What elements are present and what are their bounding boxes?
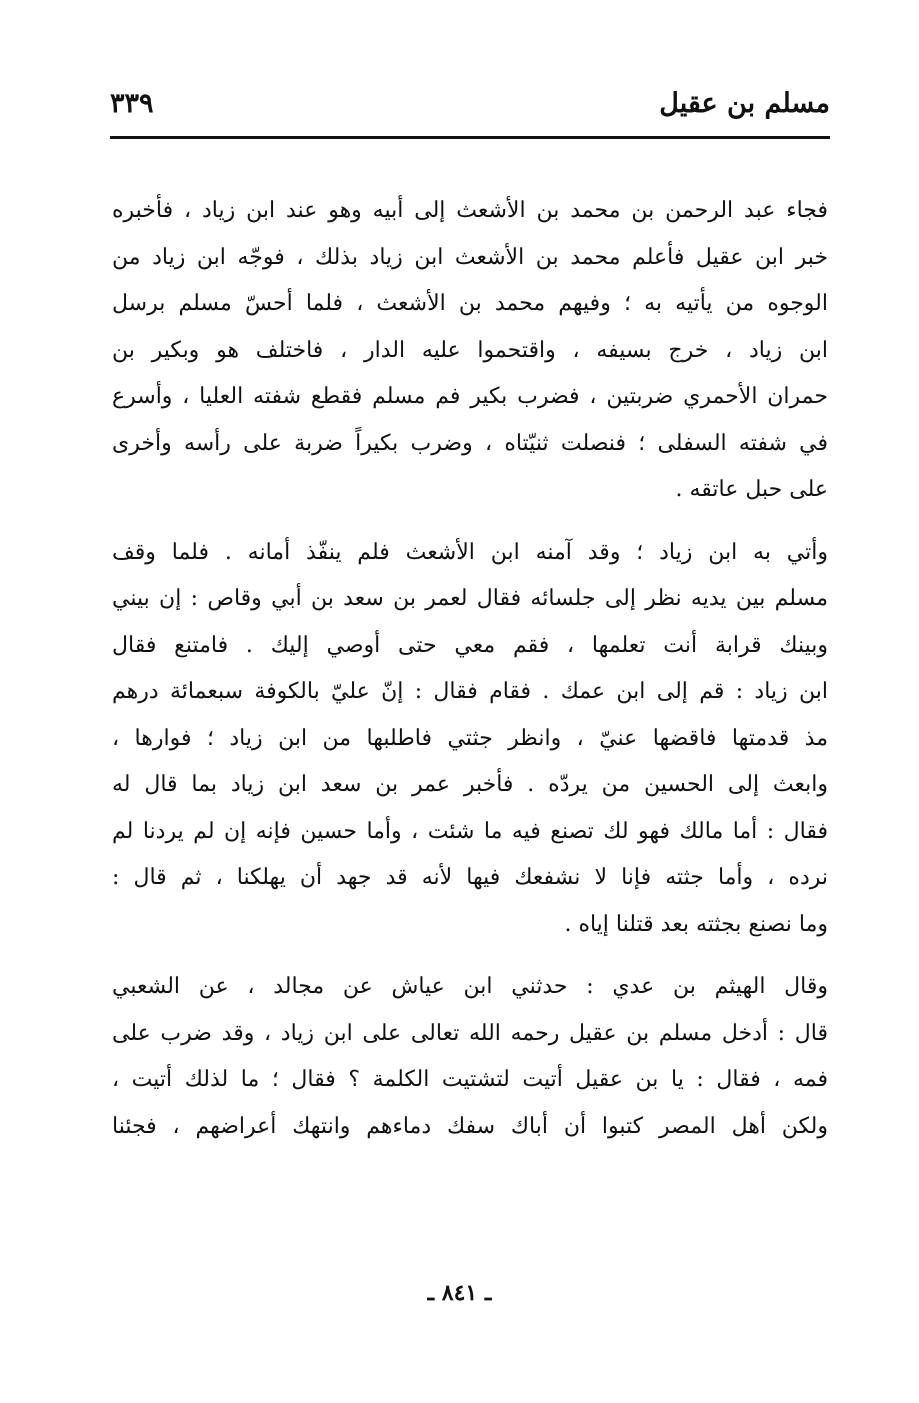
text-line: فجاء عبد الرحمن بن محمد بن الأشعث إلى أبيه وهو عند ابن زياد ، فأخبره <box>112 198 828 223</box>
text-line: وبينك قرابة أنت تعلمها ، فقم معي حتى أوصي إليك . فامتنع فقال <box>112 632 828 658</box>
text-line: في شفته السفلى ؛ فنصلت ثنيّتاه ، وضرب بكيراً ضربة على رأسه وأخرى <box>112 430 828 456</box>
text-line: وأتي به ابن زياد ؛ وقد آمنه ابن الأشعث فلم ينفّذ أمانه . فلما وقف <box>112 539 828 565</box>
header-rule <box>110 136 830 139</box>
page-folio: ـ ٨٤١ ـ <box>427 1280 492 1306</box>
body-text <box>112 188 828 1150</box>
text-line: وما نصنع بجثته بعد قتلنا إياه . <box>564 911 828 937</box>
text-line: حمران الأحمري ضربتين ، فضرب بكير فم مسلم فقطع شفته العليا ، وأسرع <box>112 384 828 409</box>
text-line: ولكن أهل المصر كتبوا أن أباك سفك دماءهم وانتهك أعراضهم ، فجئنا <box>112 1113 828 1139</box>
text-line: وقال الهيثم بن عدي : حدثني ابن عياش عن مجالد ، عن الشعبي <box>112 974 828 999</box>
text-line: الوجوه من يأتيه به ؛ وفيهم محمد بن الأشعث ، فلما أحسّ مسلم برسل <box>112 291 828 316</box>
running-head-page-number: ٣٣٩ <box>110 88 154 119</box>
text-line: مذ قدمتها فاقضها عنيّ ، وانظر جثتي فاطلبها من ابن زياد ؛ فوارها ، <box>112 725 828 751</box>
running-head <box>110 82 830 132</box>
paragraph-1 <box>112 188 828 514</box>
text-line: ابن زياد : قم إلى ابن عمك . فقام فقال : إنّ عليّ بالكوفة سبعمائة درهم <box>112 679 828 704</box>
text-line: نرده ، وأما جثته فإنا لا نشفعك فيها لأنه قد جهد أن يهلكنا ، ثم قال : <box>112 865 828 890</box>
text-line: وابعث إلى الحسين من يردّه . فأخبر عمر بن سعد ابن زياد بما قال له <box>112 772 828 797</box>
text-line: خبر ابن عقيل فأعلم محمد بن الأشعث ابن زياد بذلك ، فوجّه ابن زياد من <box>112 244 828 270</box>
text-line: فمه ، فقال : يا بن عقيل أتيت لتشتيت الكلمة ؟ فقال ؛ ما لذلك أتيت ، <box>112 1067 828 1092</box>
text-line: ابن زياد ، خرج بسيفه ، واقتحموا عليه الدار ، فاختلف هو وبكير بن <box>112 337 828 363</box>
text-line: على حبل عاتقه . <box>675 477 828 502</box>
paragraph-3 <box>112 964 828 1150</box>
running-head-title: مسلم بن عقيل <box>659 88 830 119</box>
text-line: فقال : أما مالك فهو لك تصنع فيه ما شئت ، وأما حسين فإنه إن لم يردنا لم <box>112 818 828 844</box>
text-line: مسلم بين يديه نظر إلى جلسائه فقال لعمر بن سعد بن أبي وقاص : إن بيني <box>112 586 828 611</box>
paragraph-2 <box>112 530 828 949</box>
text-line: قال : أدخل مسلم بن عقيل رحمه الله تعالى على ابن زياد ، وقد ضرب على <box>112 1020 828 1046</box>
